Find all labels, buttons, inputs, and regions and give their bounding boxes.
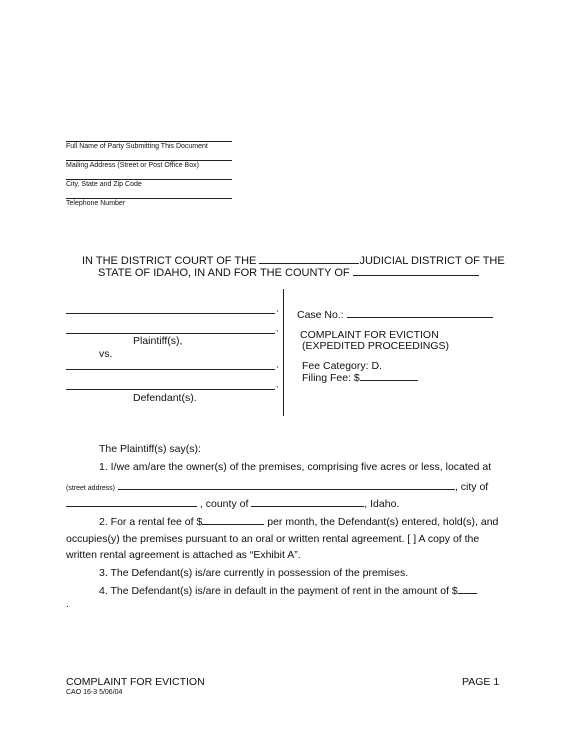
street-address-label: (street address)	[66, 485, 116, 492]
defendant-line-1[interactable]	[66, 369, 275, 370]
footer-title: COMPLAINT FOR EVICTION	[66, 676, 205, 688]
complaint-title: COMPLAINT FOR EVICTION	[300, 329, 439, 341]
mailing-address-label: Mailing Address (Street or Post Office Box)	[66, 162, 199, 169]
per-month-text: per month, the Defendant(s) entered, hold(s), and	[267, 516, 499, 528]
comma-4: ,	[276, 379, 279, 389]
header-rule-2	[66, 160, 232, 161]
idaho-text: , Idaho.	[364, 498, 400, 510]
expedited-subtitle: (EXPEDITED PROCEEDINGS)	[302, 340, 450, 352]
telephone-label: Telephone Number	[66, 200, 126, 207]
comma-3: ,	[276, 359, 279, 369]
rental-fee-text: 2. For a rental fee of $	[99, 516, 203, 528]
city-state-zip-label: City, State and Zip Code	[66, 181, 142, 188]
court-text-a: IN THE DISTRICT COURT OF THE	[82, 255, 257, 267]
fee-category: Fee Category: D.	[302, 360, 382, 372]
court-text-b: JUDICIAL DISTRICT OF THE	[359, 255, 505, 267]
paragraph-2-line3: written rental agreement is attached as “Exhibit A”.	[66, 549, 301, 561]
paragraph-3: 3. The Defendant(s) is/are currently in possession of the premises.	[99, 567, 409, 579]
plaintiff-line-1[interactable]	[66, 313, 275, 314]
header-rule-4	[66, 198, 232, 199]
comma-2: ,	[276, 323, 279, 333]
paragraph-1: 1. I/we am/are the owner(s) of the premises, comprising five acres or less, located at	[99, 461, 492, 473]
full-name-label: Full Name of Party Submitting This Document	[66, 143, 208, 150]
street-address-row	[66, 480, 488, 493]
district-number-blank[interactable]	[259, 254, 359, 264]
county-of-text: , county of	[199, 498, 249, 510]
case-no-label: Case No.:	[297, 309, 344, 321]
city-of-text: , city of	[454, 481, 489, 493]
filing-fee-label: Filing Fee: $	[302, 372, 360, 384]
vs-label: vs.	[99, 348, 113, 360]
footer-code: CAO 16-3 5/06/04	[66, 689, 123, 696]
page-number: PAGE 1	[462, 676, 500, 688]
city-county-row	[66, 497, 399, 510]
court-heading-line2	[98, 266, 479, 279]
paragraph-2-line2: occupies(y) the premises pursuant to an oral or written rental agreement. [ ] A copy of the	[66, 533, 480, 545]
street-address-blank[interactable]	[118, 480, 455, 490]
caption-divider	[283, 289, 284, 416]
paragraph-2-line1	[99, 515, 498, 528]
filing-fee-row	[302, 371, 418, 384]
case-number-row	[297, 308, 493, 321]
county-text: STATE OF IDAHO, IN AND FOR THE COUNTY OF	[98, 267, 350, 279]
plaintiffs-label: Plaintiff(s),	[133, 335, 183, 347]
header-rule-1	[66, 141, 232, 142]
plaintiff-line-2[interactable]	[66, 333, 275, 334]
default-amount-text: 4. The Defendant(s) is/are in default in the payment of rent in the amount of $	[99, 585, 458, 597]
header-rule-3	[66, 179, 232, 180]
case-no-blank[interactable]	[347, 308, 493, 318]
filing-fee-blank[interactable]	[360, 371, 418, 381]
city-blank[interactable]	[66, 497, 197, 507]
county-name-blank[interactable]	[251, 497, 364, 507]
intro-text: The Plaintiff(s) say(s):	[99, 443, 201, 455]
defendant-line-2[interactable]	[66, 389, 275, 390]
defendants-label: Defendant(s).	[133, 392, 197, 404]
trailing-dot: .	[66, 598, 69, 610]
default-amount-blank[interactable]	[458, 584, 477, 594]
comma-1: ,	[276, 303, 279, 313]
county-blank[interactable]	[353, 266, 479, 276]
rental-fee-blank[interactable]	[202, 515, 264, 525]
paragraph-4	[99, 584, 477, 597]
